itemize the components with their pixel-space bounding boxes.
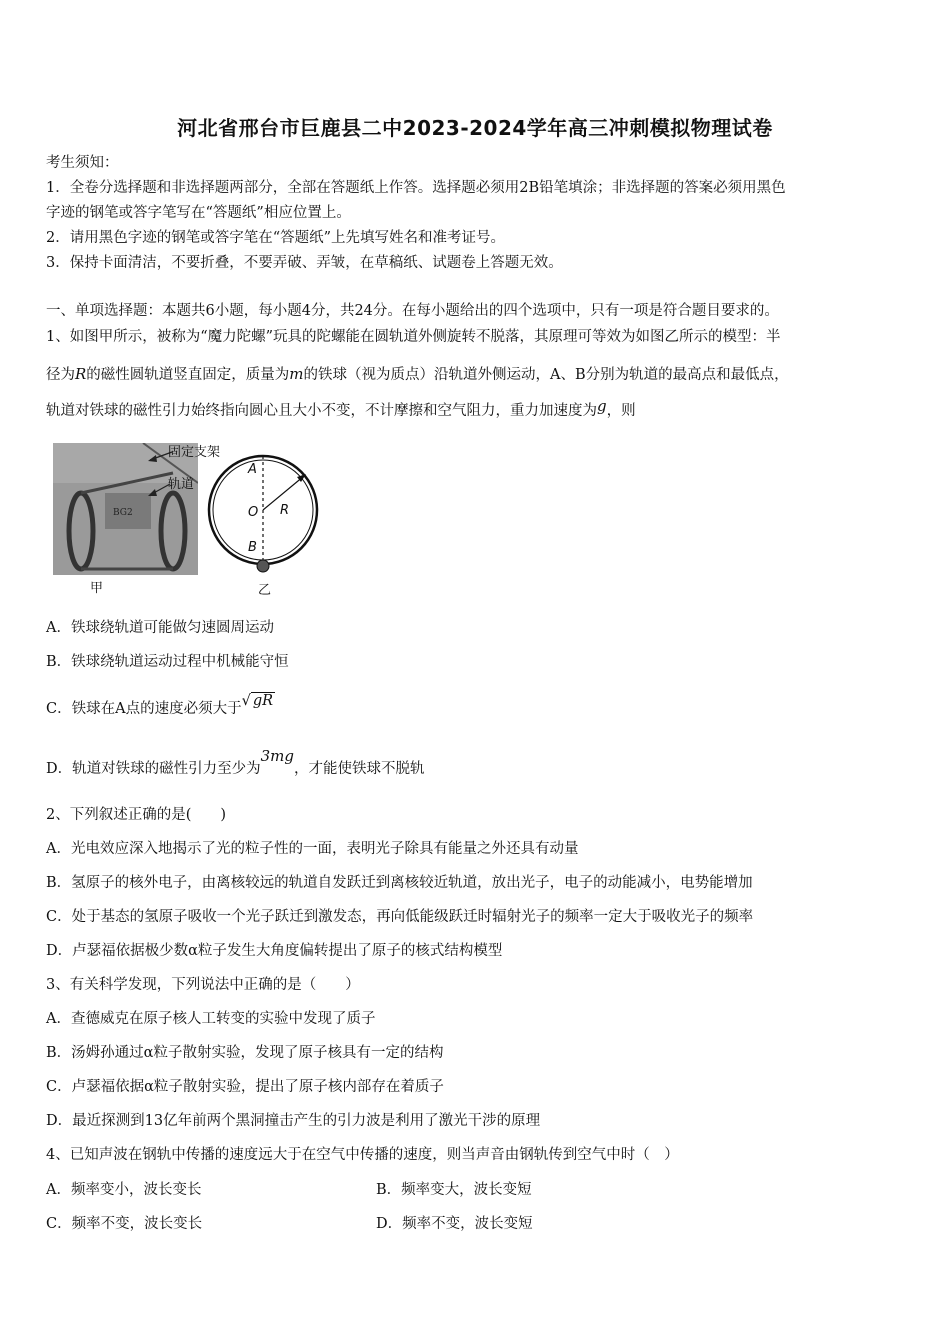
label-R: R — [280, 503, 290, 518]
q2-option-d: D．卢瑟福依据极少数α粒子发生大角度偏转提出了原子的核式结构模型 — [46, 943, 503, 959]
q1-option-b: B．铁球绕轨道运动过程中机械能守恒 — [46, 654, 289, 670]
q2-option-b: B．氢原子的核外电子，由离核较远的轨道自发跃迁到离核较近轨道，放出光子，电子的动能减小，电势能增加 — [46, 875, 753, 891]
q1-stem-line3 — [46, 397, 636, 421]
figure-yi-diagram — [200, 448, 330, 578]
section-heading: 一、单项选择题：本题共6小题，每小题4分，共24分。在每小题给出的四个选项中，只有一项是符合题目要求的。 — [46, 303, 779, 319]
q1-text: 的磁性圆轨道竖直固定，质量为 — [86, 367, 290, 383]
notice-item: 1．全卷分选择题和非选择题两部分，全部在答题纸上作答。选择题必须用2B铅笔填涂；非选择题的答案必须用黑色 — [46, 180, 786, 196]
q4-option-a: A．频率变小，波长变长 — [46, 1182, 202, 1198]
q1-option-d-text: ，才能使铁球不脱轨 — [294, 761, 425, 777]
label-jia: 甲 — [90, 581, 104, 596]
q4-option-c: C．频率不变，波长变长 — [46, 1216, 203, 1232]
q3-option-c: C．卢瑟福依据α粒子散射实验，提出了原子核内部存在着质子 — [46, 1079, 444, 1095]
notice-item: 3．保持卡面清洁，不要折叠，不要弄破、弄皱，在草稿纸、试题卷上答题无效。 — [46, 255, 563, 271]
q1-text: 轨道对铁球的磁性引力始终指向圆心且大小不变，不计摩擦和空气阻力，重力加速度为 — [46, 403, 597, 419]
q1-text: ，则 — [606, 403, 636, 419]
label-B: B — [248, 540, 257, 555]
notice-heading: 考生须知： — [46, 155, 119, 171]
q1-option-d — [46, 747, 425, 779]
q1-stem-line1: 1、如图甲所示，被称为“魔力陀螺”玩具的陀螺能在圆轨道外侧旋转不脱落，其原理可等效为如图乙所示的模型：半 — [46, 329, 781, 345]
q1-text: 径为 — [46, 367, 75, 383]
label-track: 轨道 — [168, 477, 195, 492]
symbol-m: m — [289, 365, 304, 383]
q3-option-d: D．最近探测到13亿年前两个黑洞撞击产生的引力波是利用了激光干涉的原理 — [46, 1113, 541, 1129]
q1-text: 的铁球（视为质点）沿轨道外侧运动，A、B分别为轨道的最高点和最低点， — [303, 367, 789, 383]
q1-option-c — [46, 693, 275, 719]
q3-option-b: B．汤姆孙通过α粒子散射实验，发现了原子核具有一定的结构 — [46, 1045, 444, 1061]
q1-option-c-text: C．铁球在A点的速度必须大于 — [46, 701, 242, 717]
q4-option-d: D．频率不变，波长变短 — [376, 1216, 533, 1232]
label-O: O — [248, 505, 259, 520]
svg-text:BG2: BG2 — [113, 508, 133, 518]
notice-item: 2．请用黑色字迹的钢笔或答字笔在“答题纸”上先填写姓名和准考证号。 — [46, 230, 506, 246]
q4-stem: 4、已知声波在钢轨中传播的速度远大于在空气中传播的速度，则当声音由钢轨传到空气中时（ ） — [46, 1147, 679, 1163]
q1-stem-line2 — [46, 364, 789, 385]
q4-option-b: B．频率变大，波长变短 — [376, 1182, 532, 1198]
symbol-g: g — [597, 397, 607, 415]
q3-option-a: A．查德威克在原子核人工转变的实验中发现了质子 — [46, 1011, 376, 1027]
q1-option-d-text: D．轨道对铁球的磁性引力至少为 — [46, 761, 261, 777]
iron-ball — [257, 560, 269, 572]
symbol-R: R — [75, 365, 87, 383]
label-yi: 乙 — [258, 583, 272, 598]
q2-option-c: C．处于基态的氢原子吸收一个光子跃迁到激发态，再向低能级跃迁时辐射光子的频率一定大于吸收光子的频率 — [46, 909, 754, 925]
sqrt-expression: √ gR — [241, 693, 274, 709]
label-fixed-support: 固定支架 — [168, 445, 221, 460]
q2-stem: 2、下列叙述正确的是( ) — [46, 807, 227, 823]
page-title: 河北省邢台市巨鹿县二中2023-2024学年高三冲刺模拟物理试卷 — [177, 116, 773, 140]
notice-item: 字迹的钢笔或答字笔写在“答题纸”相应位置上。 — [46, 205, 351, 221]
q3-stem: 3、有关科学发现，下列说法中正确的是（ ） — [46, 977, 360, 993]
label-A: A — [248, 462, 257, 477]
q1-option-a: A．铁球绕轨道可能做匀速圆周运动 — [46, 620, 274, 636]
sqrt-radicand: gR — [252, 693, 274, 709]
math-3mg: 3mg — [260, 747, 294, 765]
q2-option-a: A．光电效应深入地揭示了光的粒子性的一面，表明光子除具有能量之外还具有动量 — [46, 841, 579, 857]
